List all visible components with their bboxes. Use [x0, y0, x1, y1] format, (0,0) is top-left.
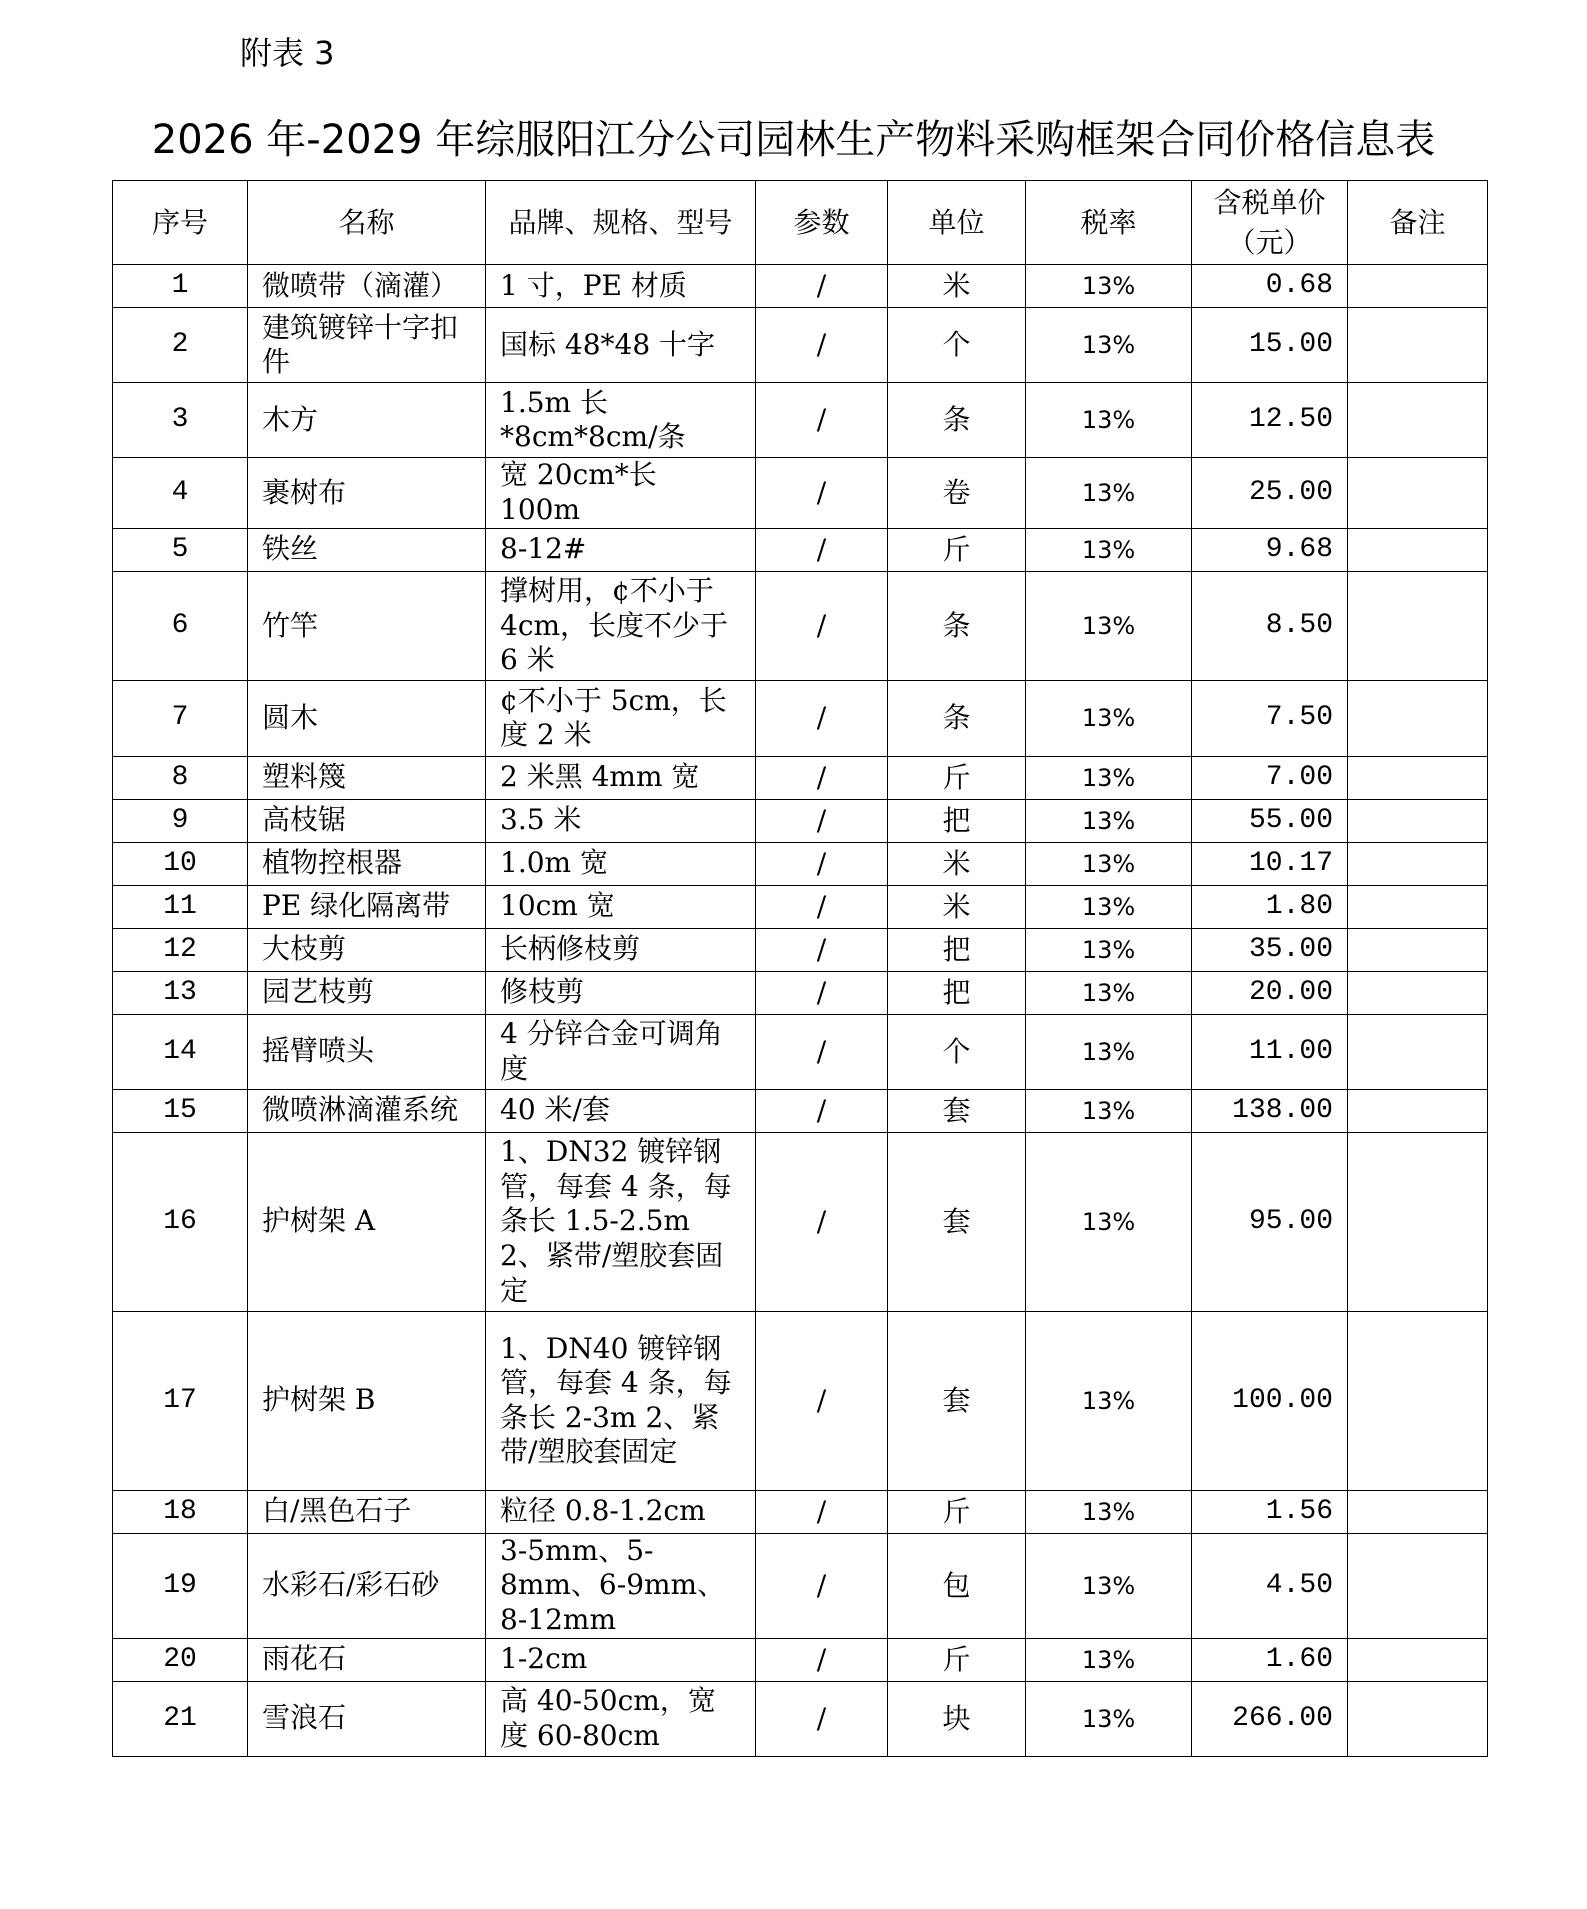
cell-param: /	[756, 756, 888, 799]
cell-name: 木方	[248, 383, 486, 458]
header-seq: 序号	[113, 181, 248, 265]
cell-tax: 13%	[1026, 528, 1192, 571]
cell-remark	[1348, 1132, 1488, 1311]
cell-unit: 米	[888, 265, 1026, 308]
cell-name: 摇臂喷头	[248, 1014, 486, 1089]
cell-param: /	[756, 842, 888, 885]
cell-name: 大枝剪	[248, 928, 486, 971]
cell-remark	[1348, 885, 1488, 928]
cell-unit: 包	[888, 1533, 1026, 1638]
cell-unit: 套	[888, 1132, 1026, 1311]
cell-price: 11.00	[1192, 1014, 1348, 1089]
cell-spec: 1、DN40 镀锌钢管，每套 4 条，每条长 2-3m 2、紧带/塑胶套固定	[486, 1311, 756, 1490]
cell-name: 建筑镀锌十字扣件	[248, 308, 486, 383]
header-tax: 税率	[1026, 181, 1192, 265]
cell-name: 水彩石/彩石砂	[248, 1533, 486, 1638]
cell-remark	[1348, 265, 1488, 308]
cell-param: /	[756, 528, 888, 571]
cell-spec: 长柄修枝剪	[486, 928, 756, 971]
cell-spec: 撑树用，¢不小于 4cm，长度不少于 6 米	[486, 571, 756, 681]
table-row	[113, 799, 1488, 842]
cell-remark	[1348, 681, 1488, 756]
cell-spec: 粒径 0.8-1.2cm	[486, 1490, 756, 1533]
cell-remark	[1348, 1311, 1488, 1490]
cell-name: 白/黑色石子	[248, 1490, 486, 1533]
cell-name: 裹树布	[248, 458, 486, 528]
cell-price: 7.00	[1192, 756, 1348, 799]
cell-unit: 把	[888, 799, 1026, 842]
cell-remark	[1348, 458, 1488, 528]
cell-price: 35.00	[1192, 928, 1348, 971]
cell-unit: 条	[888, 383, 1026, 458]
attachment-label: 附表 3	[240, 34, 335, 72]
cell-param: /	[756, 928, 888, 971]
table-row	[113, 1681, 1488, 1756]
cell-param: /	[756, 308, 888, 383]
cell-remark	[1348, 1014, 1488, 1089]
cell-name: 高枝锯	[248, 799, 486, 842]
cell-spec: 40 米/套	[486, 1089, 756, 1132]
cell-param: /	[756, 681, 888, 756]
cell-price: 4.50	[1192, 1533, 1348, 1638]
cell-param: /	[756, 383, 888, 458]
cell-unit: 米	[888, 885, 1026, 928]
cell-seq: 2	[113, 308, 248, 383]
cell-unit: 斤	[888, 756, 1026, 799]
cell-price: 8.50	[1192, 571, 1348, 681]
table-row	[113, 265, 1488, 308]
cell-tax: 13%	[1026, 1132, 1192, 1311]
cell-tax: 13%	[1026, 842, 1192, 885]
cell-seq: 21	[113, 1681, 248, 1756]
cell-spec: 1.0m 宽	[486, 842, 756, 885]
cell-seq: 8	[113, 756, 248, 799]
cell-remark	[1348, 308, 1488, 383]
cell-tax: 13%	[1026, 308, 1192, 383]
table-row	[113, 1533, 1488, 1638]
header-price-line2: （元）	[1227, 225, 1312, 259]
cell-unit: 块	[888, 1681, 1026, 1756]
cell-remark	[1348, 383, 1488, 458]
table-row	[113, 928, 1488, 971]
table-header-row	[113, 181, 1488, 265]
cell-unit: 斤	[888, 528, 1026, 571]
cell-tax: 13%	[1026, 1681, 1192, 1756]
cell-tax: 13%	[1026, 799, 1192, 842]
cell-spec: 国标 48*48 十字	[486, 308, 756, 383]
cell-seq: 20	[113, 1638, 248, 1681]
cell-price: 9.68	[1192, 528, 1348, 571]
cell-seq: 13	[113, 971, 248, 1014]
cell-price: 12.50	[1192, 383, 1348, 458]
header-price	[1192, 181, 1348, 265]
cell-spec: 4 分锌合金可调角度	[486, 1014, 756, 1089]
cell-spec: 1-2cm	[486, 1638, 756, 1681]
table-row	[113, 971, 1488, 1014]
cell-param: /	[756, 265, 888, 308]
cell-price: 1.60	[1192, 1638, 1348, 1681]
cell-tax: 13%	[1026, 1533, 1192, 1638]
cell-param: /	[756, 971, 888, 1014]
header-unit: 单位	[888, 181, 1026, 265]
cell-param: /	[756, 1490, 888, 1533]
cell-unit: 米	[888, 842, 1026, 885]
cell-tax: 13%	[1026, 1311, 1192, 1490]
cell-unit: 斤	[888, 1638, 1026, 1681]
cell-seq: 4	[113, 458, 248, 528]
cell-price: 1.80	[1192, 885, 1348, 928]
cell-unit: 套	[888, 1089, 1026, 1132]
cell-spec: 1.5m 长*8cm*8cm/条	[486, 383, 756, 458]
cell-tax: 13%	[1026, 1014, 1192, 1089]
cell-remark	[1348, 528, 1488, 571]
cell-price: 95.00	[1192, 1132, 1348, 1311]
table-row	[113, 1089, 1488, 1132]
cell-name: PE 绿化隔离带	[248, 885, 486, 928]
cell-param: /	[756, 799, 888, 842]
cell-remark	[1348, 799, 1488, 842]
table-row	[113, 756, 1488, 799]
cell-spec: 高 40-50cm，宽度 60-80cm	[486, 1681, 756, 1756]
cell-tax: 13%	[1026, 1089, 1192, 1132]
cell-seq: 1	[113, 265, 248, 308]
cell-spec: 8-12#	[486, 528, 756, 571]
cell-tax: 13%	[1026, 885, 1192, 928]
table-row	[113, 528, 1488, 571]
cell-spec: 10cm 宽	[486, 885, 756, 928]
cell-price: 266.00	[1192, 1681, 1348, 1756]
cell-price: 10.17	[1192, 842, 1348, 885]
cell-unit: 个	[888, 308, 1026, 383]
cell-param: /	[756, 1311, 888, 1490]
cell-name: 塑料篾	[248, 756, 486, 799]
table-row	[113, 383, 1488, 458]
cell-tax: 13%	[1026, 1490, 1192, 1533]
cell-name: 微喷淋滴灌系统	[248, 1089, 486, 1132]
cell-remark	[1348, 571, 1488, 681]
header-remark: 备注	[1348, 181, 1488, 265]
cell-spec: 1 寸，PE 材质	[486, 265, 756, 308]
table-row	[113, 308, 1488, 383]
cell-tax: 13%	[1026, 1638, 1192, 1681]
cell-unit: 条	[888, 681, 1026, 756]
cell-tax: 13%	[1026, 928, 1192, 971]
cell-seq: 7	[113, 681, 248, 756]
table-row	[113, 681, 1488, 756]
cell-tax: 13%	[1026, 756, 1192, 799]
cell-price: 138.00	[1192, 1089, 1348, 1132]
cell-seq: 19	[113, 1533, 248, 1638]
cell-param: /	[756, 1638, 888, 1681]
table-row	[113, 571, 1488, 681]
cell-seq: 6	[113, 571, 248, 681]
cell-remark	[1348, 1638, 1488, 1681]
cell-spec: 1、DN32 镀锌钢管，每套 4 条，每条长 1.5-2.5m 2、紧带/塑胶套固定	[486, 1132, 756, 1311]
cell-price: 25.00	[1192, 458, 1348, 528]
cell-name: 圆木	[248, 681, 486, 756]
table-row	[113, 1132, 1488, 1311]
header-param: 参数	[756, 181, 888, 265]
cell-price: 20.00	[1192, 971, 1348, 1014]
cell-price: 1.56	[1192, 1490, 1348, 1533]
cell-price: 0.68	[1192, 265, 1348, 308]
cell-name: 植物控根器	[248, 842, 486, 885]
table-row	[113, 1014, 1488, 1089]
cell-name: 雪浪石	[248, 1681, 486, 1756]
cell-name: 园艺枝剪	[248, 971, 486, 1014]
cell-name: 竹竿	[248, 571, 486, 681]
cell-name: 护树架 A	[248, 1132, 486, 1311]
cell-price: 7.50	[1192, 681, 1348, 756]
cell-param: /	[756, 458, 888, 528]
cell-remark	[1348, 928, 1488, 971]
cell-tax: 13%	[1026, 458, 1192, 528]
cell-seq: 18	[113, 1490, 248, 1533]
cell-seq: 5	[113, 528, 248, 571]
cell-param: /	[756, 885, 888, 928]
cell-spec: 3-5mm、5-8mm、6-9mm、8-12mm	[486, 1533, 756, 1638]
cell-tax: 13%	[1026, 681, 1192, 756]
cell-unit: 把	[888, 928, 1026, 971]
cell-spec: 2 米黑 4mm 宽	[486, 756, 756, 799]
cell-param: /	[756, 1681, 888, 1756]
cell-remark	[1348, 1490, 1488, 1533]
cell-remark	[1348, 842, 1488, 885]
cell-price: 55.00	[1192, 799, 1348, 842]
table-row	[113, 885, 1488, 928]
cell-remark	[1348, 971, 1488, 1014]
cell-seq: 12	[113, 928, 248, 971]
cell-param: /	[756, 571, 888, 681]
cell-tax: 13%	[1026, 383, 1192, 458]
cell-tax: 13%	[1026, 571, 1192, 681]
header-price-line1: 含税单价	[1213, 185, 1326, 219]
cell-unit: 卷	[888, 458, 1026, 528]
cell-remark	[1348, 756, 1488, 799]
cell-param: /	[756, 1132, 888, 1311]
cell-param: /	[756, 1014, 888, 1089]
cell-remark	[1348, 1089, 1488, 1132]
cell-seq: 3	[113, 383, 248, 458]
cell-unit: 个	[888, 1014, 1026, 1089]
table-row	[113, 1311, 1488, 1490]
page-title: 2026 年-2029 年综服阳江分公司园林生产物料采购框架合同价格信息表	[151, 117, 1436, 163]
cell-name: 微喷带（滴灌）	[248, 265, 486, 308]
cell-unit: 套	[888, 1311, 1026, 1490]
cell-remark	[1348, 1681, 1488, 1756]
table-row	[113, 842, 1488, 885]
table-row	[113, 1638, 1488, 1681]
cell-name: 铁丝	[248, 528, 486, 571]
table-row	[113, 1490, 1488, 1533]
cell-seq: 14	[113, 1014, 248, 1089]
cell-unit: 条	[888, 571, 1026, 681]
cell-name: 护树架 B	[248, 1311, 486, 1490]
cell-tax: 13%	[1026, 971, 1192, 1014]
cell-tax: 13%	[1026, 265, 1192, 308]
cell-seq: 17	[113, 1311, 248, 1490]
cell-param: /	[756, 1533, 888, 1638]
cell-price: 100.00	[1192, 1311, 1348, 1490]
cell-seq: 16	[113, 1132, 248, 1311]
cell-seq: 10	[113, 842, 248, 885]
cell-unit: 把	[888, 971, 1026, 1014]
cell-price: 15.00	[1192, 308, 1348, 383]
cell-name: 雨花石	[248, 1638, 486, 1681]
cell-spec: 宽 20cm*长 100m	[486, 458, 756, 528]
price-table	[112, 180, 1488, 1757]
cell-unit: 斤	[888, 1490, 1026, 1533]
cell-seq: 11	[113, 885, 248, 928]
cell-spec: ¢不小于 5cm，长度 2 米	[486, 681, 756, 756]
cell-spec: 修枝剪	[486, 971, 756, 1014]
cell-remark	[1348, 1533, 1488, 1638]
cell-seq: 15	[113, 1089, 248, 1132]
cell-spec: 3.5 米	[486, 799, 756, 842]
table-row	[113, 458, 1488, 528]
cell-seq: 9	[113, 799, 248, 842]
cell-param: /	[756, 1089, 888, 1132]
header-name: 名称	[248, 181, 486, 265]
header-spec: 品牌、规格、型号	[486, 181, 756, 265]
